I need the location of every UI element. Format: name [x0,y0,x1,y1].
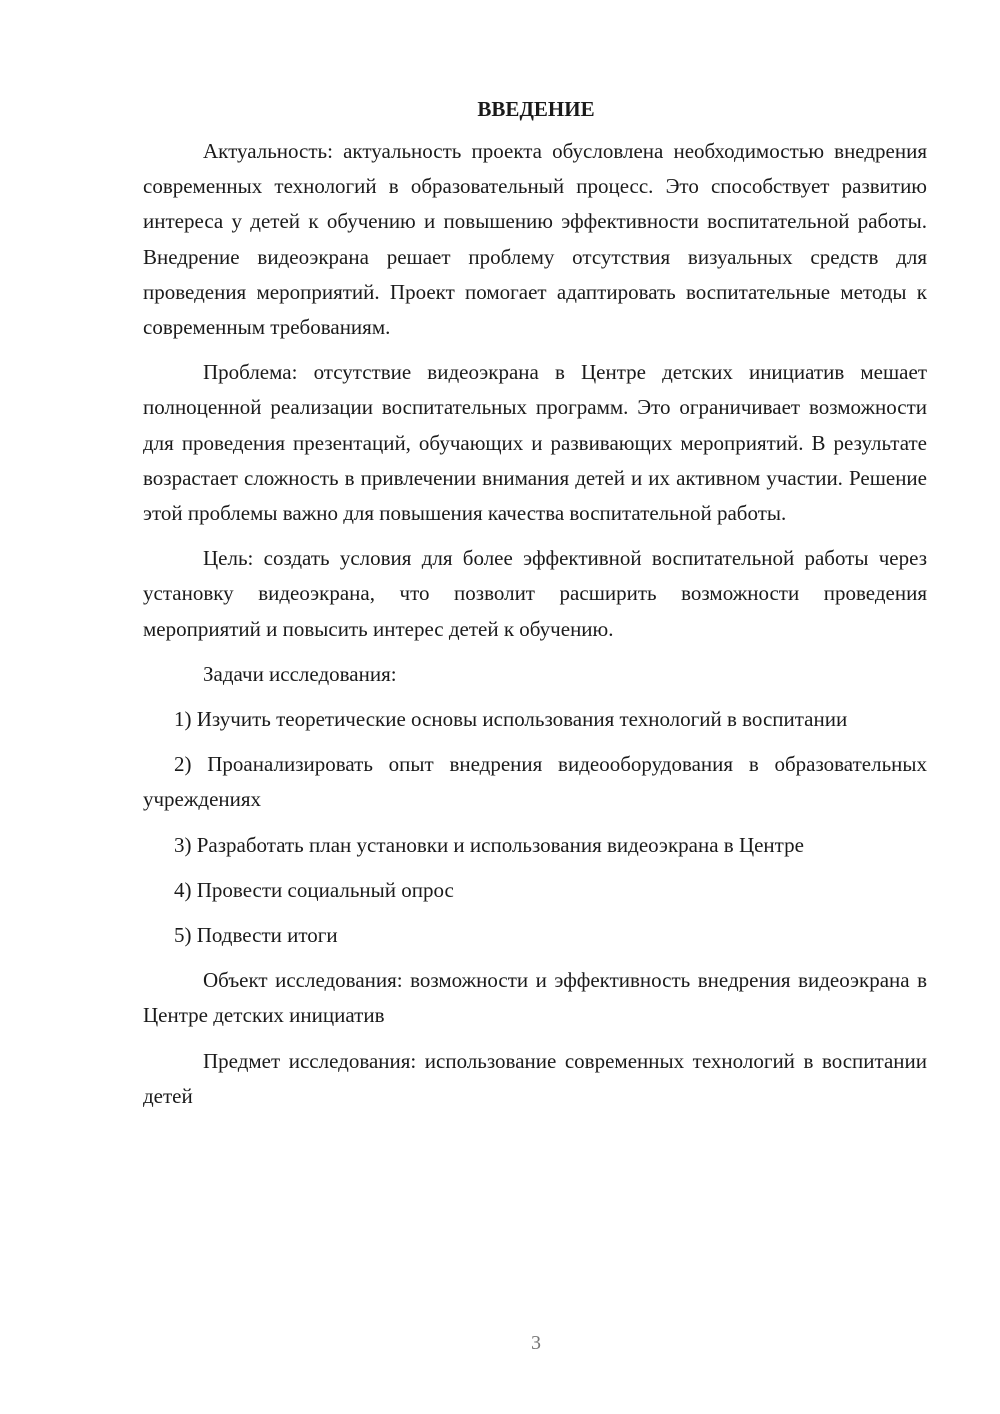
problem-paragraph: Проблема: отсутствие видеоэкрана в Центре детских инициатив мешает полноценной реализации воспитательных программ. Это ограничивает возможности для проведения презентаций, обучающих и развивающих мероприятий. В результате возрастает сложность в привлечении внимания детей и их активном участии. Решение этой проблемы важно для повышения качества воспитательной работы. [143,360,927,526]
tasks-heading: Задачи исследования: [203,661,397,686]
document-page [143,92,927,1124]
task-item-1: 1) Изучить теоретические основы использования технологий в воспитании [174,707,848,732]
goal-paragraph: Цель: создать условия для более эффективной воспитательной работы через установку видеоэкрана, что позволит расширить возможности проведения мероприятий и повысить интерес детей к обучению. [143,546,927,641]
subject-paragraph: Предмет исследования: использование современных технологий в воспитании детей [143,1048,927,1108]
section-heading: ВВЕДЕНИЕ [477,97,595,121]
page-number: 3 [531,1332,541,1354]
task-item-4: 4) Провести социальный опрос [174,877,454,902]
relevance-paragraph: Актуальность: актуальность проекта обусловлена необходимостью внедрения современных технологий в образовательный процесс. Это способствует развитию интереса у детей к обучению и повышению эффективности воспитательной работы. Внедрение видеоэкрана решает проблему отсутствия визуальных средств для проведения мероприятий. Проект помогает адаптировать воспитательные методы к современным требованиям. [143,139,927,340]
task-item-3: 3) Разработать план установки и использования видеоэкрана в Центре [174,832,804,857]
task-item-2: 2) Проанализировать опыт внедрения видеооборудования в образовательных учреждениях [143,752,927,812]
object-paragraph: Объект исследования: возможности и эффективность внедрения видеоэкрана в Центре детских инициатив [143,968,927,1028]
task-item-5: 5) Подвести итоги [174,923,338,948]
